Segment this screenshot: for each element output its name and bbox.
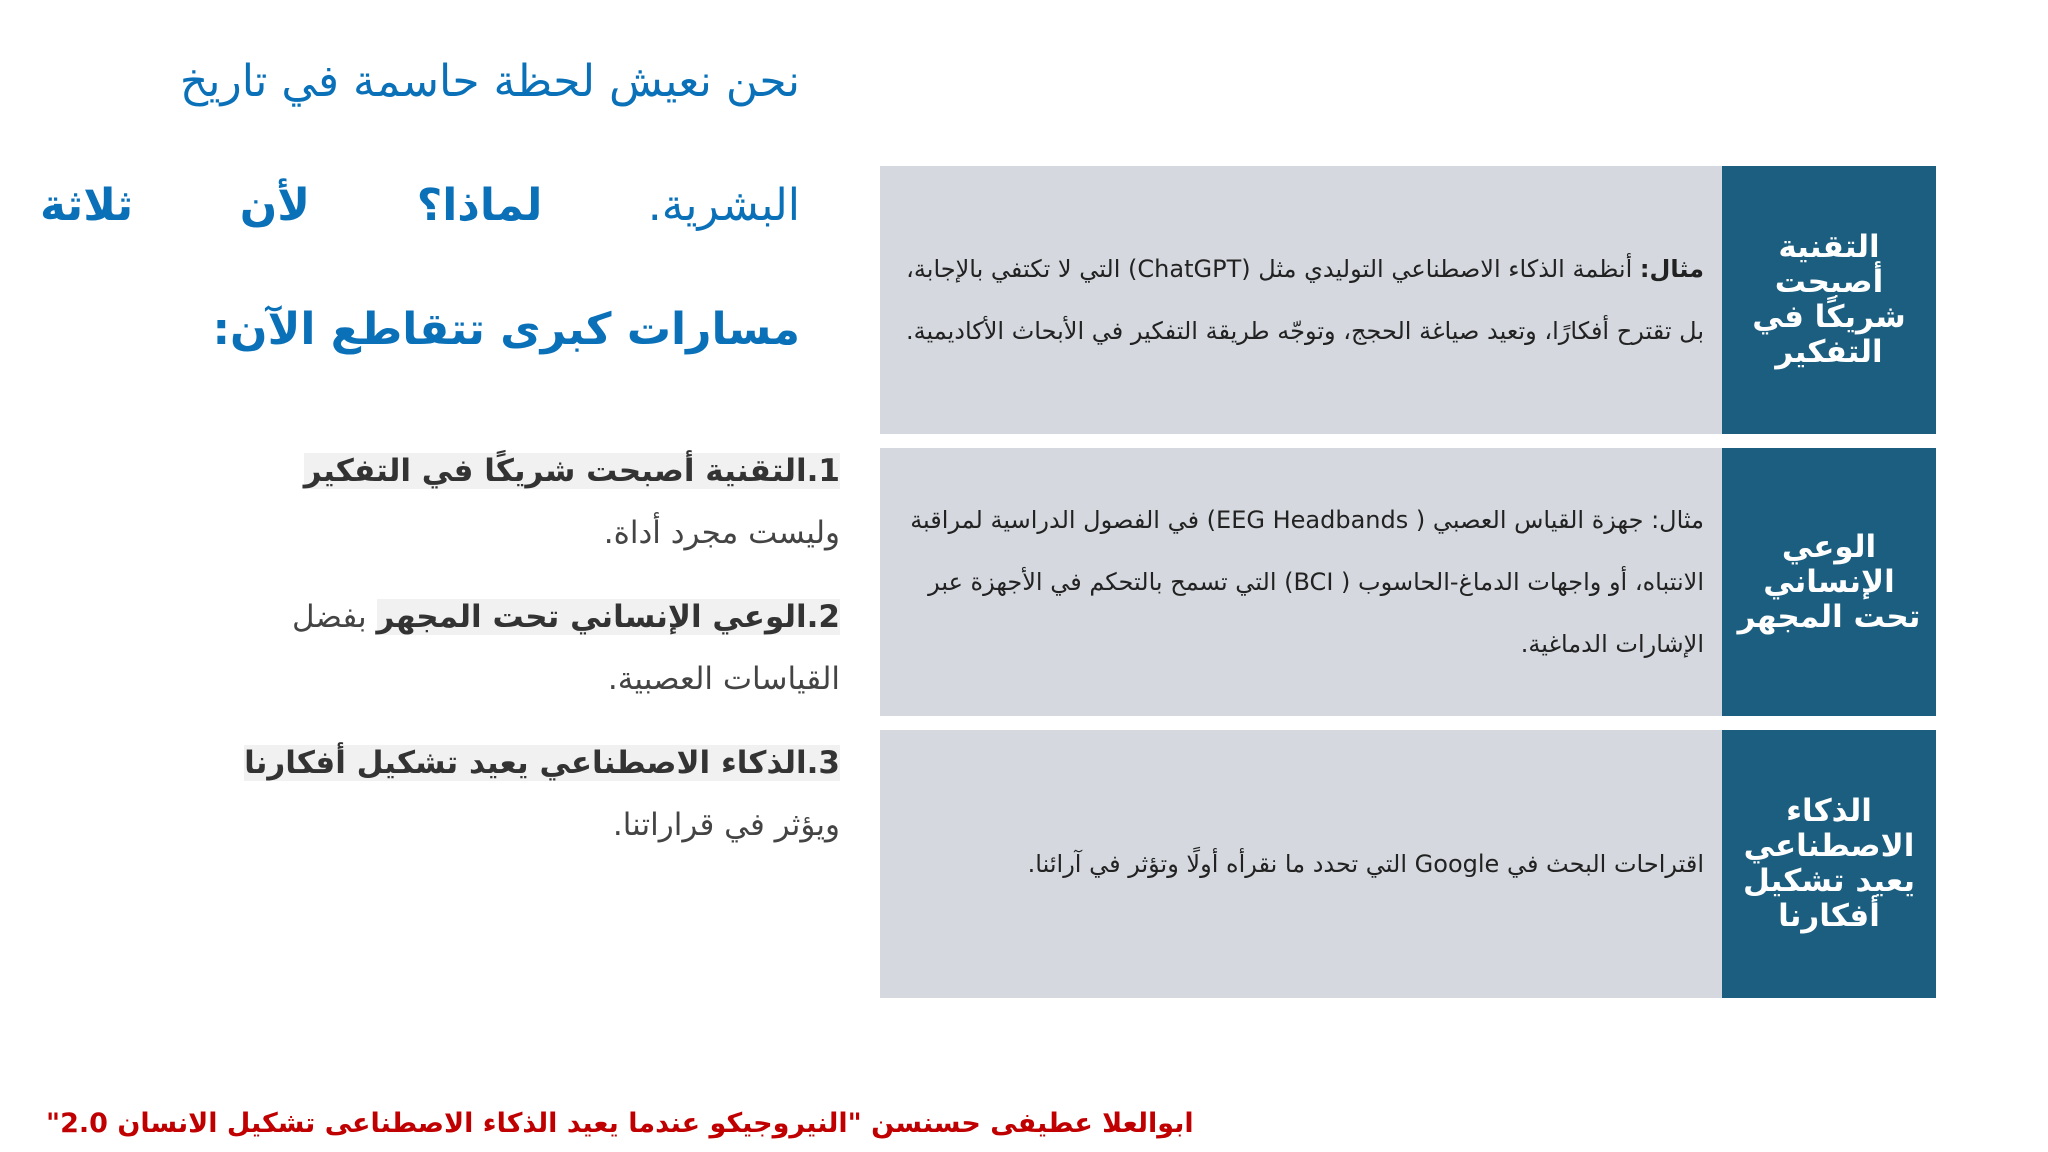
key-point-rest: بفضل القياسات العصبية. bbox=[292, 599, 840, 697]
example-row-ai bbox=[880, 730, 1936, 998]
title-line-3 bbox=[40, 268, 800, 392]
footer-citation: ابوالعلا عطيفى حسنسن "النيروجيكو عندما يعيد الذكاء الاصطناعى تشكيل الانسان 2.0" bbox=[46, 1108, 1194, 1139]
key-point-rest: ويؤثر في قراراتنا. bbox=[612, 807, 840, 843]
key-point bbox=[230, 440, 840, 564]
key-point-bold: 2.الوعي الإنساني تحت المجهر bbox=[376, 599, 840, 635]
example-row-technology bbox=[880, 166, 1936, 434]
key-points-list bbox=[230, 440, 840, 878]
title-line-2-bold: لماذا؟ لأن ثلاثة bbox=[40, 180, 543, 231]
title-line-2-plain: البشرية. bbox=[647, 180, 800, 231]
title-line-1: نحن نعيش لحظة حاسمة في تاريخ bbox=[179, 56, 800, 107]
example-row-awareness bbox=[880, 448, 1936, 716]
title-line-3-bold: مسارات كبرى تتقاطع الآن: bbox=[212, 304, 800, 355]
row-heading: الذكاء الاصطناعي يعيد تشكيل أفكارنا bbox=[1722, 730, 1936, 998]
key-point bbox=[230, 732, 840, 856]
row-example bbox=[880, 730, 1722, 998]
example-text: مثال: جهزة القياس العصبي ( EEG Headbands) في الفصول الدراسية لمراقبة الانتباه، أو واجهات الدماغ-الحاسوب ( BCI) التي تسمح بالتحكم في الأجهزة عبر الإشارات الدماغية. bbox=[910, 506, 1704, 658]
row-example bbox=[880, 448, 1722, 716]
key-point bbox=[230, 586, 840, 710]
row-heading: الوعي الإنساني تحت المجهر bbox=[1722, 448, 1936, 716]
row-heading: التقنية أصبحت شريكًا في التفكير bbox=[1722, 166, 1936, 434]
slide-title bbox=[40, 20, 800, 392]
example-label: مثال: bbox=[1639, 255, 1704, 283]
title-line-2 bbox=[40, 144, 800, 268]
row-example bbox=[880, 166, 1722, 434]
example-text: أنظمة الذكاء الاصطناعي التوليدي مثل (ChatGPT) التي لا تكتفي بالإجابة، بل تقترح أفكارًا، وتعيد صياغة الحجج، وتوجّه طريقة التفكير في الأبحاث الأكاديمية. bbox=[905, 255, 1704, 345]
key-point-bold: 1.التقنية أصبحت شريكًا في التفكير bbox=[303, 453, 840, 489]
key-point-bold: 3.الذكاء الاصطناعي يعيد تشكيل أفكارنا bbox=[244, 745, 840, 781]
key-point-rest: وليست مجرد أداة. bbox=[603, 515, 840, 551]
example-text: اقتراحات البحث في Google التي تحدد ما نقرأه أولًا وتؤثر في آرائنا. bbox=[1027, 850, 1704, 878]
